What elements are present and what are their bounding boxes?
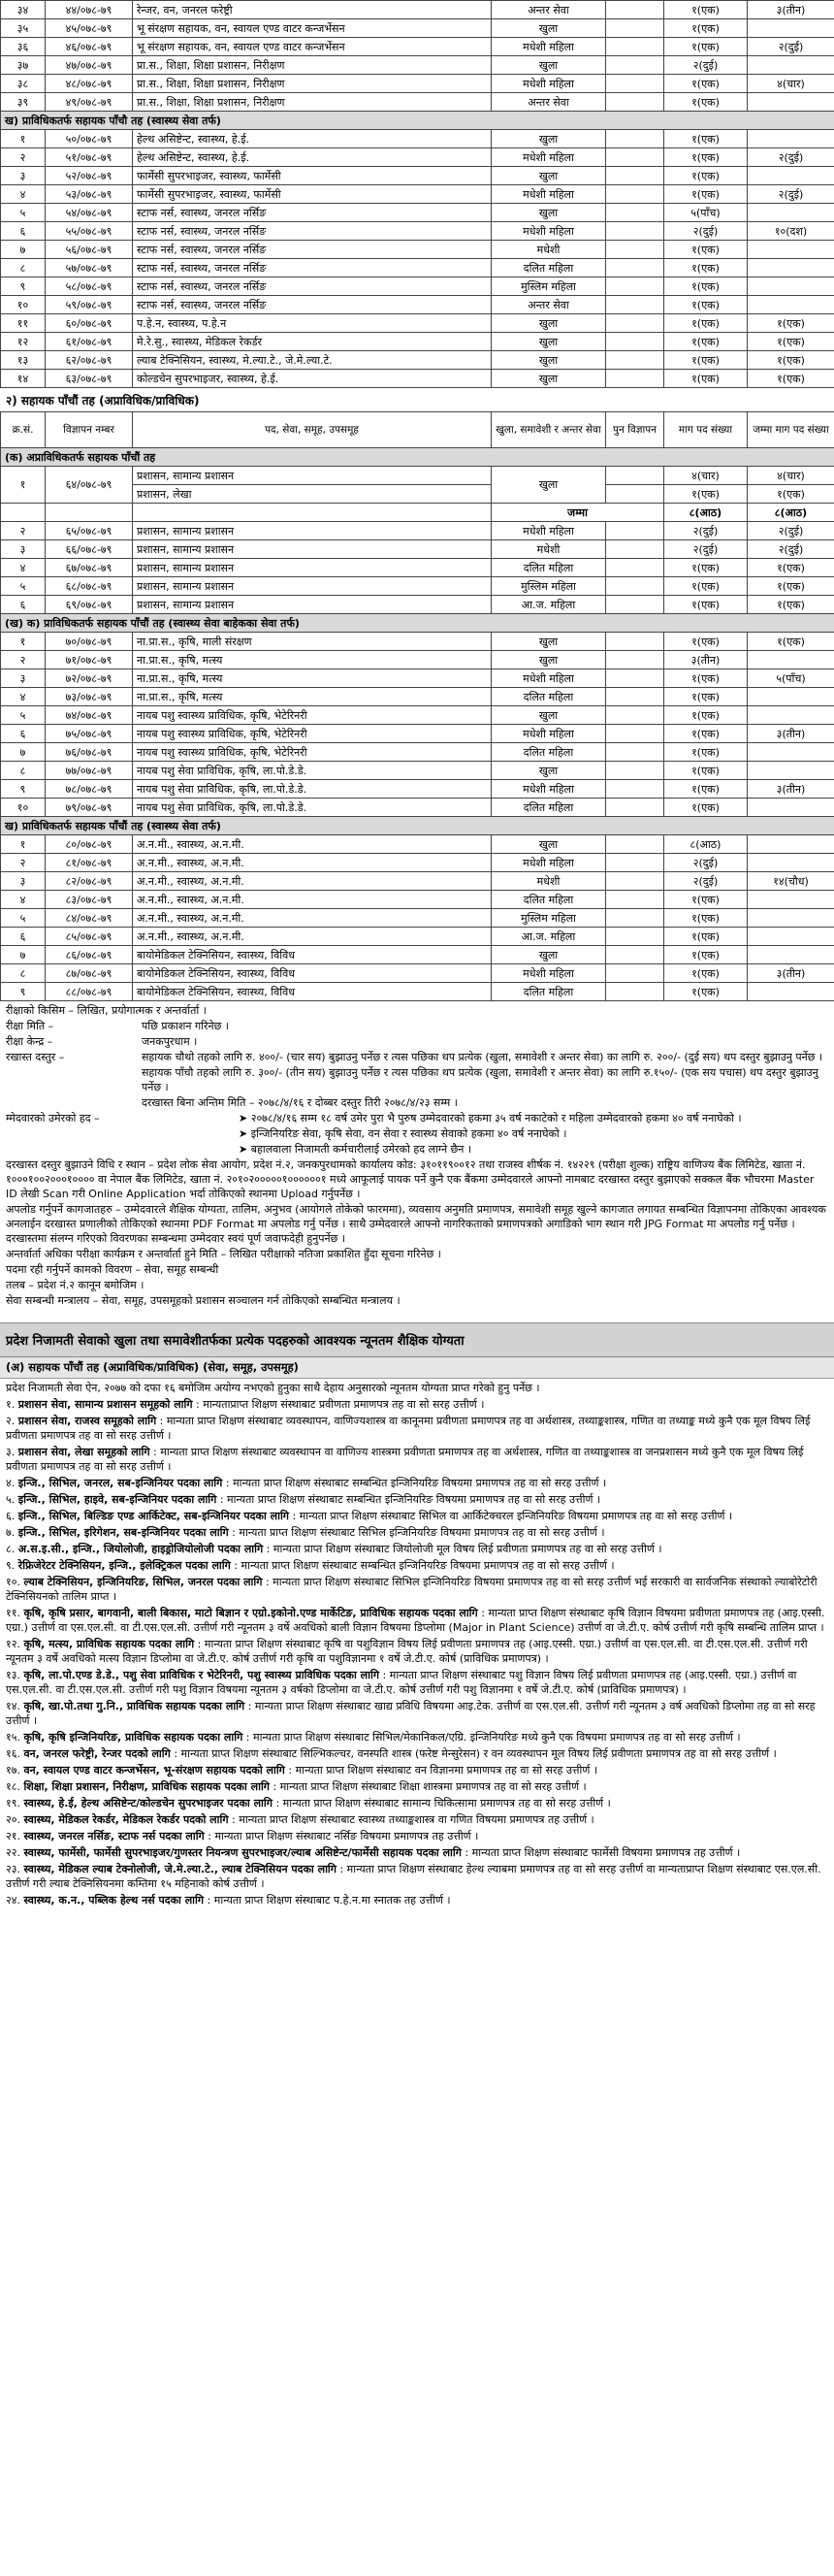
table-row: १० ५९/०७८-७९ स्टाफ नर्स, स्वास्थ्य, जनरल नर्सिङ अन्तर सेवा १(एक) bbox=[1, 296, 834, 314]
qualification-item: ११. कृषि, कृषि प्रसार, बागवानी, बाली बिकास, माटो बिज्ञान र एग्रो.इकोनो.एण्ड मार्केटिङ, प्राविधिक सहायक पदका लागि : मान्यता प्राप्त शिक्षण संस्थाबाट कृषि विज्ञान विषयमा प्रवीणता प्रमाणपत्र तह (आइ.एस्सी. एग्रा.) उत्तीर्ण वा एस.एल.सी. वा टी.एस.एल.सी. उत्तीर्ण गरी न्यूनतम ३ वर्षे अवधिको बाली विज्ञान विषयमा डिप्लोमा (Major in Plant Science) उत्तीर्ण वा जे.टी.ए. कोर्ष उत्तीर्ण गरी कृषि सम्बन्धि तालिम प्राप्त । bbox=[6, 1607, 825, 1634]
table-row: ३ ८२/०७८-७९ अ.न.मी., स्वास्थ्य, अ.न.मी. मधेशी २(दुई) १४(चौध) bbox=[1, 872, 834, 891]
table-row: ६ ७५/०७८-७९ नायब पशु स्वास्थ्य प्राविधिक, कृषि, भेटेरिनरी मधेशी महिला १(एक) ३(तीन) bbox=[1, 725, 834, 743]
table-row: १३ ६२/०७८-७९ ल्याब टेक्निसियन, स्वास्थ्य, मे.ल्या.टे., जे.मे.ल्या.टे. खुला १(एक) १(एक) bbox=[1, 351, 834, 370]
table-header bbox=[1, 412, 834, 448]
table-row: १२ ६१/०७८-७९ मे.रे.सु., स्वास्थ्य, मेडिकल रेकर्डर खुला १(एक) १(एक) bbox=[1, 333, 834, 351]
col-total: जम्मा माग पद संख्या bbox=[748, 412, 834, 448]
table-row: १० ७९/०७८-७९ नायब पशु सेवा प्राविधिक, कृषि, ला.पो.डे.डे. दलित महिला १(एक) bbox=[1, 799, 834, 817]
qualification-intro: प्रदेश निजामती सेवा ऐन, २०७७ को दफा १६ बमोजिम अयोग्य नभएको हुनुका साथै देहाय अनुसारको न्यूनतम योग्यता प्राप्त गरेको हुनु पर्नेछ । bbox=[6, 1382, 540, 1394]
qualification-item: ६. इन्जि., सिभिल, बिल्डिङ एण्ड आर्किटेक्ट, सब-इन्जिनियर पदका लागि : मान्यता प्राप्त शिक्षण संस्थाबाट सिभिल वा आर्किटेक्चरल इन्जिनियरिङ विषयमा प्रमाणपत्र तह वा सो सरह उत्तीर्ण । bbox=[6, 1510, 733, 1522]
subsection-technical: (ख) क) प्राविधिकतर्फ सहायक पाँचौं तह (स्वास्थ्य सेवा बाहेकका सेवा तर्फ) bbox=[1, 614, 834, 633]
table-row: ८ ५७/०७८-७९ स्टाफ नर्स, स्वास्थ्य, जनरल नर्सिङ दलित महिला १(एक) bbox=[1, 259, 834, 277]
bullet-icon: ➤ bbox=[239, 1112, 251, 1125]
qualification-item: ५. इन्जि., सिभिल, हाइवे, सब-इन्जिनियर पदका लागि : मान्यता प्राप्त शिक्षण संस्थाबाट सम्बन्धित इन्जिनियरिङ विषयमा प्रमाणपत्र तह वा सो सरह उत्तीर्ण । bbox=[6, 1493, 601, 1506]
qualification-item: ४. इन्जि., सिभिल, जनरल, सब-इन्जिनियर पदका लागि : मान्यता प्राप्त शिक्षण संस्थाबाट सम्बन्धित इन्जिनियरिङ विषयमा प्रमाणपत्र तह वा सो सरह उत्तीर्ण । bbox=[6, 1477, 607, 1489]
qualification-item: ८. अ.स.इ.सी., इन्जि., जियोलोजी, हाइड्रोजियोलोजी पदका लागि : मान्यता प्राप्त शिक्षण संस्थाबाट जियोलोजी मूल विषय लिई प्रवीणता प्रमाणपत्र तह वा सो सरह उत्तीर्ण । bbox=[6, 1543, 662, 1555]
table-row: ६ ५५/०७८-७९ स्टाफ नर्स, स्वास्थ्य, जनरल नर्सिङ मधेशी महिला २(दुई) १०(दश) bbox=[1, 222, 834, 241]
table-row: ७ ८६/०७८-७९ बायोमेडिकल टेक्निसियन, स्वास्थ्य, विविध खुला १(एक) bbox=[1, 946, 834, 964]
section-2-title: २) सहायक पाँचौं तह (अप्राविधिक/प्राविधिक) bbox=[6, 394, 200, 408]
bullet-icon: ➤ bbox=[239, 1127, 251, 1140]
qualification-item: २०. स्वास्थ्य, मेडिकल रेकर्डर, मेडिकल रेकर्डर पदको लागि : मान्यता प्राप्त शिक्षण संस्थाबाट स्वास्थ्य तथ्याङ्कशास्त्र वा गणित विषयमा प्रमाणपत्र तह उत्तीर्ण । bbox=[6, 1813, 594, 1826]
col-post: पद, सेवा, समूह, उपसमूह bbox=[133, 412, 492, 448]
sum-row: जम्मा ८(आठ) ८(आठ) bbox=[1, 504, 834, 522]
table-row: ४ ६७/०७८-७९ प्रशासन, सामान्य प्रशासन दलित महिला १(एक) १(एक) bbox=[1, 559, 834, 577]
table-row: ३ ७२/०७८-७९ ना.प्रा.स., कृषि, मत्स्य मधेशी महिला १(एक) ५(पाँच) bbox=[1, 669, 834, 688]
table-row: ५ ७४/०७८-७९ नायब पशु स्वास्थ्य प्राविधिक, कृषि, भेटेरिनरी खुला १(एक) bbox=[1, 706, 834, 725]
fee-line-1: रखास्त दस्तुर – सहायक चौथो तहको लागि रु. ४००/- (चार सय) बुझाउनु पर्नेछ र त्यस पछिका थप प्रत्येक (खुला, समावेशी र अन्तर सेवा) का लागि रु. २००/- (दुई सय) थप दस्तुर बुझाउनु पर्नेछ । bbox=[6, 1051, 823, 1063]
notice-notes bbox=[0, 1001, 834, 1311]
table-row: ३५ ४५/०७८-७९ भू संरक्षण सहायक, वन, स्वायल एण्ड वाटर कन्जर्भेसन खुला १(एक) bbox=[1, 19, 834, 38]
table-row: १ ७०/०७८-७९ ना.प्रा.स., कृषि, माली संरक्षण खुला १(एक) १(एक) bbox=[1, 633, 834, 651]
qualification-item: १९. स्वास्थ्य, हे.ई, हेल्थ असिष्टेन्ट/कोल्डचेन सुपरभाइजर पदका लागि : मान्यता प्राप्त शिक्षण संस्थाबाट सामान्य चिकित्सामा प्रमाणपत्र तह वा सो सरह उत्तीर्ण । bbox=[6, 1797, 611, 1810]
table-row: ९ ८८/०७८-७९ बायोमेडिकल टेक्निसियन, स्वास्थ्य, विविध दलित महिला १(एक) bbox=[1, 983, 834, 1001]
table-row: ३४ ४४/०७८-७९ रेन्जर, वन, जनरल फरेष्ट्री अन्तर सेवा १(एक) ३(तीन) bbox=[1, 1, 834, 19]
qualification-item: २४. स्वास्थ्य, क.न., पब्लिक हेल्थ नर्स पदका लागि : मान्यता प्राप्त शिक्षण संस्थाबाट प.हे.न.मा स्नातक तह उत्तीर्ण । bbox=[6, 1894, 451, 1907]
col-open: पुन विज्ञापन bbox=[606, 412, 664, 448]
deposit-info: दरखास्त दस्तुर बुझाउने विधि र स्थान – प्रदेश लोक सेवा आयोग, प्रदेश नं.२, जनकपुरधामको कार्यालय कोड: ३१०११९००१२ तथा राजस्व शीर्षक नं. १४२२९ (परीक्षा शुल्क) राष्ट्रिय वाणिज्य बैंक लिमिटेड, खाता नं. १०००१००२०००१०००० वा नेपाल बैंक लिमिटेड, खाता नं. २०१०२०००००१००००००१ मध्ये आफूलाई पायक पर्ने कुनै एक बैंकमा उम्मेदवारले आफ्नो नामबाट दरखास्त दस्तुर बुझाएको सक्कल बैंक भौचरमा Master ID लेखी Scan गरी Online Application भर्दा तोकिएको स्थानमा Upload गर्नुपर्नेछ । bbox=[6, 1158, 815, 1200]
table-row: ११ ६०/०७८-७९ प.हे.न, स्वास्थ्य, प.हे.न खुला १(एक) १(एक) bbox=[1, 314, 834, 333]
qualification-banner: प्रदेश निजामती सेवाको खुला तथा समावेशीतर्फका प्रत्येक पदहरुको आवश्यक न्यूनतम शैक्षिक योग्यता bbox=[0, 1322, 834, 1357]
table-row: १ ५०/०७८-७९ हेल्थ असिष्टेन्ट, स्वास्थ्य, हे.ई. खुला १(एक) bbox=[1, 130, 834, 148]
table-row: ४ ८३/०७८-७९ अ.न.मी., स्वास्थ्य, अ.न.मी. दलित महिला १(एक) bbox=[1, 891, 834, 909]
table-row: ३ ६६/०७८-७९ प्रशासन, सामान्य प्रशासन मधेशी २(दुई) २(दुई) bbox=[1, 540, 834, 559]
table-row: ४ ५३/०७८-७९ फार्मेसी सुपरभाइजर, स्वास्थ्य, फार्मेसी मधेशी महिला १(एक) २(दुई) bbox=[1, 185, 834, 204]
subsection-admin: (क) अप्राविधिकतर्फ सहायक पाँचौं तह bbox=[1, 448, 834, 467]
exam-center: रीक्षा केन्द्र – जनकपुरधाम । bbox=[6, 1035, 198, 1048]
qualification-item: १८. शिक्षा, शिक्षा प्रशासन, निरीक्षण, प्राविधिक सहायक पदका लागि : मान्यता प्राप्त शिक्षण संस्थाबाट शिक्षा शास्त्रमा प्रमाणपत्र तह वा सो सरह उत्तीर्ण । bbox=[6, 1780, 587, 1793]
table-row: प्रशासन, लेखा १(एक) १(एक) bbox=[1, 485, 834, 504]
col-num: माग पद संख्या bbox=[664, 412, 748, 448]
vacancy-table-section2 bbox=[0, 411, 834, 1001]
qualification-item: २२. स्वास्थ्य, फार्मेसी, फार्मेसी सुपरभाइजर/गुणस्तर नियन्त्रण सुपरभाइजर/ल्याब असिष्टेन्ट/फार्मेसी सहायक पदका लागि : मान्यता प्राप्त शिक्षण संस्थाबाट फार्मेसी विषयमा प्रमाणपत्र तह उत्तीर्ण । bbox=[6, 1846, 741, 1859]
table-row: १ ६४/०७८-७९ प्रशासन, सामान्य प्रशासन खुला ४(चार) ४(चार) bbox=[1, 467, 834, 485]
table-row: ४ ७३/०७८-७९ ना.प्रा.स., कृषि, मत्स्य दलित महिला १(एक) bbox=[1, 688, 834, 706]
table-row: २ ६५/०७८-७९ प्रशासन, सामान्य प्रशासन मधेशी महिला २(दुई) २(दुई) bbox=[1, 522, 834, 540]
qualification-item: १. प्रशासन सेवा, सामान्य प्रशासन समूहको लागि : मान्यताप्राप्त शिक्षण संस्थाबाट प्रवीणता प्रमाणपत्र तह वा सो सरह उत्तीर्ण । bbox=[6, 1398, 485, 1411]
table-row: २ ७१/०७८-७९ ना.प्रा.स., कृषि, मत्स्य खुला ३(तीन) bbox=[1, 651, 834, 669]
table-row: २ ८१/०७८-७९ अ.न.मी., स्वास्थ्य, अ.न.मी. मधेशी महिला २(दुई) bbox=[1, 854, 834, 872]
qualification-item: १६. वन, जनरल फरेष्ट्री, रेन्जर पदको लागि : मान्यता प्राप्त शिक्षण संस्थाबाट सिल्भिकल्चर, वनस्पति शास्त्र (फरेष्ट मेन्सुरेसन) र वन व्यवस्थापन मूल विषय लिई प्रवीणता प्रमाणपत्र तह वा सो सरह उत्तीर्ण । bbox=[6, 1747, 777, 1760]
table-row: ९ ७८/०७८-७९ नायब पशु सेवा प्राविधिक, कृषि, ला.पो.डे.डे. मधेशी महिला १(एक) ३(तीन) bbox=[1, 780, 834, 799]
ministry-info: सेवा सम्बन्धी मन्त्रालय – सेवा, समूह, उपसमूहको प्रशासन सञ्चालन गर्न तोकिएको सम्बन्धित मन्त्रालय । bbox=[6, 1294, 401, 1307]
qualification-item: ७. इन्जि., सिभिल, इरिगेशन, सब-इन्जिनियर पदका लागि : मान्यता प्राप्त शिक्षण संस्थाबाट सिभिल इन्जिनियरिङ विषयमा प्रमाणपत्र तह वा सो सरह उत्तीर्ण । bbox=[6, 1526, 605, 1539]
age-limit-2: ➤ इन्जिनियरिङ सेवा, कृषि सेवा, वन सेवा र स्वास्थ्य सेवाको हकमा ४० वर्ष ननाघेको । bbox=[239, 1127, 567, 1140]
table-row: ३९ ४९/०७८-७९ प्रा.स., शिक्षा, शिक्षा प्रशासन, निरीक्षण अन्तर सेवा १(एक) bbox=[1, 93, 834, 112]
qualification-item: १३. कृषि, ला.पो.एण्ड डे.डे., पशु सेवा प्राविधिक र भेटेरिनरी, पशु स्वास्थ्य प्राविधिक पदका लागि : मान्यता प्राप्त शिक्षण संस्थाबाट पशु विज्ञान विषय लिई प्रवीणता प्रमाणपत्र तह (आइ.एस्सी. एग्रा.) उत्तीर्ण वा एस.एल.सी. वा टी.एस.एल.सी. उत्तीर्ण गरी पशु विज्ञान विषयमा न्यूनतम ३ वर्षको डिप्लोमा वा जे.टी.ए. कोर्ष उत्तीर्ण गरी पशु विज्ञानमा १ वर्षे जे.टी.ए. कोर्ष (प्राविधिक प्रमाणपत्र) । bbox=[6, 1669, 797, 1696]
table-row: ५ ८४/०७८-७९ अ.न.मी., स्वास्थ्य, अ.न.मी. मुस्लिम महिला १(एक) bbox=[1, 909, 834, 928]
documents-info: अपलोड गर्नुपर्ने कागजातहरु – उम्मेदवारले शैक्षिक योग्यता, तालिम, अनुभव (आयोगले तोकेको फारममा), व्यवसाय अनुमति प्रमाणपत्र, समावेशी समूह खुल्ने कागजात लगायत सम्बन्धित विज्ञापनमा तोकिएका आवश्यक अनलाईन दरखास्त प्रणालीको तोकिएको स्थानमा PDF Format मा अपलोड गर्नु पर्नेछ । साथै उम्मेदवारले आफ्नो नागरिकताको प्रमाणपत्रको अगाडिको भाग स्थान गरी JPG Format मा अपलोड गर्नु पर्नेछ । दरखास्तमा संलग्न गरिएको विवरणका सम्बन्धमा उम्मेदवार स्वयं पूर्ण जवाफदेही हुनुपर्नेछ । bbox=[6, 1203, 826, 1245]
qualification-item: १४. कृषि, खा.पो.तथा गु.नि., प्राविधिक सहायक पदका लागि : मान्यता प्राप्त शिक्षण संस्थाबाट खाद्य प्रविधि विषयमा आइ.टेक. उत्तीर्ण वा एस.एल.सी. उत्तीर्ण गरी न्यूनतम ३ वर्ष अवधिको डिप्लोमा तह वा सो सरह उत्तीर्ण । bbox=[6, 1700, 816, 1727]
table-row: ३६ ४६/०७८-७९ भू संरक्षण सहायक, वन, स्वायल एण्ड वाटर कन्जर्भेसन मधेशी महिला १(एक) २(दुई) bbox=[1, 38, 834, 56]
qualification-item: १७. वन, स्वायल एण्ड वाटर कन्जर्भेसन, भू-संरक्षण सहायक पदको लागि : मान्यता प्राप्त शिक्षण संस्थाबाट वन विज्ञानमा प्रमाणपत्र तह वा सो सरह उत्तीर्ण । bbox=[6, 1764, 597, 1777]
age-limit: म्मेदवारको उमेरको हद – ➤ २०७८/४/१६ सम्म १८ वर्ष उमेर पुरा भै पुरुष उम्मेदवारको हकमा ३५ वर्ष नकाटेको र महिला उम्मेदवारको हकमा ४० वर्ष ननाघेको । bbox=[6, 1112, 742, 1125]
qualification-item: २. प्रशासन सेवा, राजस्व समूहको लागि : मान्यता प्राप्त शिक्षण संस्थाबाट व्यवस्थापन, वाणिज्यशास्त्र वा कानूनमा प्रवीणता प्रमाणपत्र तह वा अर्थशास्त्र, तथ्याङ्कशास्त्र, गणित वा तथ्याङ्क मध्ये कुनै एक मूल विषय लिई प्रवीणता प्रमाणपत्र तह वा सो सरह उत्तीर्ण । bbox=[6, 1415, 811, 1442]
table-row: ७ ५६/०७८-७९ स्टाफ नर्स, स्वास्थ्य, जनरल नर्सिङ मधेशी १(एक) bbox=[1, 241, 834, 259]
qualification-item: २३. स्वास्थ्य, मेडिकल ल्याब टेक्नोलोजी, जे.मे.ल्या.टे., ल्याब टेक्निसियन पदका लागि : मान्यता प्राप्त शिक्षण संस्थाबाट हेल्थ ल्याबमा प्रमाणपत्र तह वा सो सरह उत्तीर्ण वा मान्यताप्राप्त शिक्षण संस्थाबाट एस.एल.सी. उत्तीर्ण गरी ल्याब टेक्निसियनमा कम्तिमा १५ महिनाको कोर्ष उत्तीर्ण । bbox=[6, 1863, 821, 1890]
qualification-list bbox=[0, 1379, 834, 1911]
fee-line-2: सहायक पाँचौ तहको लागि रु. ३००/- (तीन सय) बुझाउनु पर्नेछ र त्यस पछिका थप प्रत्येक (खुला, समावेशी र अन्तर सेवा) का लागि रु.१५०/- (एक सय पचास) थप दस्तुर बुझाउनु पर्नेछ । bbox=[142, 1066, 818, 1093]
table-row: ७ ७६/०७८-७९ नायब पशु स्वास्थ्य प्राविधिक, कृषि, भेटेरिनरी दलित महिला १(एक) bbox=[1, 743, 834, 762]
qualification-subheader: (अ) सहायक पाँचौं तह (अप्राविधिक/प्राविधिक) (सेवा, समूह, उपसमूह) bbox=[0, 1357, 834, 1379]
qualification-item: २१. स्वास्थ्य, जनरल नर्सिङ, स्टाफ नर्स पदका लागि : मान्यता प्राप्त शिक्षण संस्थाबाट नर्सिङ विषयमा प्रमाणपत्र तह उत्तीर्ण । bbox=[6, 1830, 479, 1842]
table-row: ६ ६९/०७८-७९ प्रशासन, सामान्य प्रशासन आ.ज. महिला १(एक) १(एक) bbox=[1, 596, 834, 614]
qualification-item: १०. ल्याब टेक्निसियन, इन्जिनियरिङ, सिभिल, जनरल पदका लागि : मान्यता प्राप्त शिक्षण संस्थाबाट सिभिल इन्जिनियरिङ विषयमा प्रमाणपत्र तह वा सो सरह उत्तीर्ण भई सरकारी वा सार्वजनिक संस्थाको ल्याबोरेटोरी टेक्निसियनको तालिम प्राप्त । bbox=[6, 1576, 818, 1603]
table-row: ८ ८७/०७८-७९ बायोमेडिकल टेक्निसियन, स्वास्थ्य, विविध मधेशी महिला १(एक) ३(तीन) bbox=[1, 964, 834, 983]
table-row: ९ ५८/०७८-७९ स्टाफ नर्स, स्वास्थ्य, जनरल नर्सिङ मुस्लिम महिला १(एक) bbox=[1, 277, 834, 296]
table-row: ३ ५२/०७८-७९ फार्मेसी सुपरभाइजर, स्वास्थ्य, फार्मेसी खुला १(एक) bbox=[1, 167, 834, 185]
qualification-item: ३. प्रशासन सेवा, लेखा समूहको लागि : मान्यता प्राप्त शिक्षण संस्थाबाट व्यवस्थापन वा वाणिज्य शास्त्रमा प्रवीणता प्रमाणपत्र तह वा अर्थशास्त्र, गणित वा तथ्याङ्कशास्त्र वा जनप्रशासन मध्ये कुनै एक मूल विषय लिई प्रवीणता प्रमाणपत्र तह वा सो सरह उत्तीर्ण । bbox=[6, 1446, 804, 1473]
bullet-icon: ➤ bbox=[239, 1143, 251, 1156]
interview-info: अन्तर्वार्ता अधिका परीक्षा कार्यक्रम र अन्तर्वार्ता हुने मिति – लिखित परीक्षाको नतिजा प्रकाशित हुँदा सूचना गरिनेछ । bbox=[6, 1248, 441, 1260]
qualification-item: ९. रेफ्रिजेरेटर टेक्निसियन, इन्जि., इलेक्ट्रिकल पदका लागि : मान्यता प्राप्त शिक्षण संस्थाबाट सम्बन्धित इन्जिनियरिङ विषयमा प्रमाणपत्र तह वा सो सरह उत्तीर्ण । bbox=[6, 1559, 615, 1572]
table-row: ५ ६८/०७८-७९ प्रशासन, सामान्य प्रशासन मुस्लिम महिला १(एक) १(एक) bbox=[1, 577, 834, 596]
table-row: १४ ६३/०७८-७९ कोल्डचेन सुपरभाइजर, स्वास्थ्य, हे.ई. खुला १(एक) १(एक) bbox=[1, 370, 834, 388]
table-row: ८ ७७/०७८-७९ नायब पशु सेवा प्राविधिक, कृषि, ला.पो.डे.डे. खुला १(एक) bbox=[1, 762, 834, 780]
table-row: ५ ५४/०७८-७९ स्टाफ नर्स, स्वास्थ्य, जनरल नर्सिङ खुला ५(पाँच) bbox=[1, 204, 834, 222]
fee-line-3: दरखास्त बिना अन्तिम मिति – २०७८/४/१६ र दोब्बर दस्तुर तिरी २०७८/४/२३ सम्म । bbox=[142, 1096, 458, 1109]
qualification-item: १२. कृषि, मत्स्य, प्राविधिक सहायक पदका लागि : मान्यता प्राप्त शिक्षण संस्थाबाट कृषि वा पशुविज्ञान विषय लिई प्रवीणता प्रमाणपत्र तह (आइ.एस्सी. एग्रा.) उत्तीर्ण वा एस.एल.सी. वा टी.एस.एल.सी. उत्तीर्ण गरी न्यूनतम ३ वर्षे अवधिको मत्स्य विज्ञान डिप्लोमा वा जे.टी.ए. कोर्ष उत्तीर्ण गरी कृषि वा पशुविज्ञानमा १ वर्षे जे.टी.ए. कोर्ष (प्राविधिक प्रमाणपत्र) । bbox=[6, 1638, 808, 1665]
col-sn: क्र.सं. bbox=[1, 412, 46, 448]
salary: तलब – प्रदेश नं.२ कानून बमोजिम । bbox=[6, 1279, 144, 1291]
qualification-item: १५. कृषि, कृषि इन्जिनियरिङ, प्राविधिक सहायक पदका लागि : मान्यता प्राप्त शिक्षण संस्थाबाट सिभिल/मेकानिकल/एग्रि. इन्जिनियरिङ मध्ये कुनै एक विषयमा प्रमाणपत्र तह वा सो सरह उत्तीर्ण । bbox=[6, 1731, 741, 1744]
vacancy-table-continued bbox=[0, 0, 834, 388]
table-row: ३७ ४७/०७८-७९ प्रा.स., शिक्षा, शिक्षा प्रशासन, निरीक्षण खुला २(दुई) bbox=[1, 56, 834, 75]
table-row: ६ ८५/०७८-७९ अ.न.मी., स्वास्थ्य, अ.न.मी. आ.ज. महिला १(एक) bbox=[1, 928, 834, 946]
job-duty: पदमा रही गर्नुपर्ने कामको विवरण – सेवा, समूह सम्बन्धी bbox=[6, 1263, 219, 1276]
col-ad: विज्ञापन नम्बर bbox=[46, 412, 133, 448]
subsection-health-b: ख) प्राविधिकतर्फ सहायक पाँचौं तह (स्वास्थ्य सेवा तर्फ) bbox=[1, 817, 834, 835]
table-row: १ ८०/०७८-७९ अ.न.मी., स्वास्थ्य, अ.न.मी. खुला ८(आठ) bbox=[1, 835, 834, 854]
exam-type: रीक्षाको किसिम – लिखित, प्रयोगात्मक र अन्तर्वार्ता । bbox=[6, 1004, 207, 1017]
col-group: खुला, समावेशी र अन्तर सेवा bbox=[492, 412, 606, 448]
subsection-health-a: ख) प्राविधिकतर्फ सहायक पाँचौ तह (स्वास्थ्य सेवा तर्फ) bbox=[1, 112, 834, 130]
table-row: २ ५१/०७८-७९ हेल्थ असिष्टेन्ट, स्वास्थ्य, हे.ई. मधेशी महिला १(एक) २(दुई) bbox=[1, 148, 834, 167]
exam-date: रीक्षा मिति – पछि प्रकाशन गरिनेछ । bbox=[6, 1020, 229, 1032]
age-limit-3: ➤ बहालवाला निजामती कर्मचारीलाई उमेरको हद लाग्ने छैन । bbox=[239, 1143, 472, 1156]
table-row: ३८ ४८/०७८-७९ प्रा.स., शिक्षा, शिक्षा प्रशासन, निरीक्षण मधेशी महिला १(एक) ४(चार) bbox=[1, 75, 834, 93]
